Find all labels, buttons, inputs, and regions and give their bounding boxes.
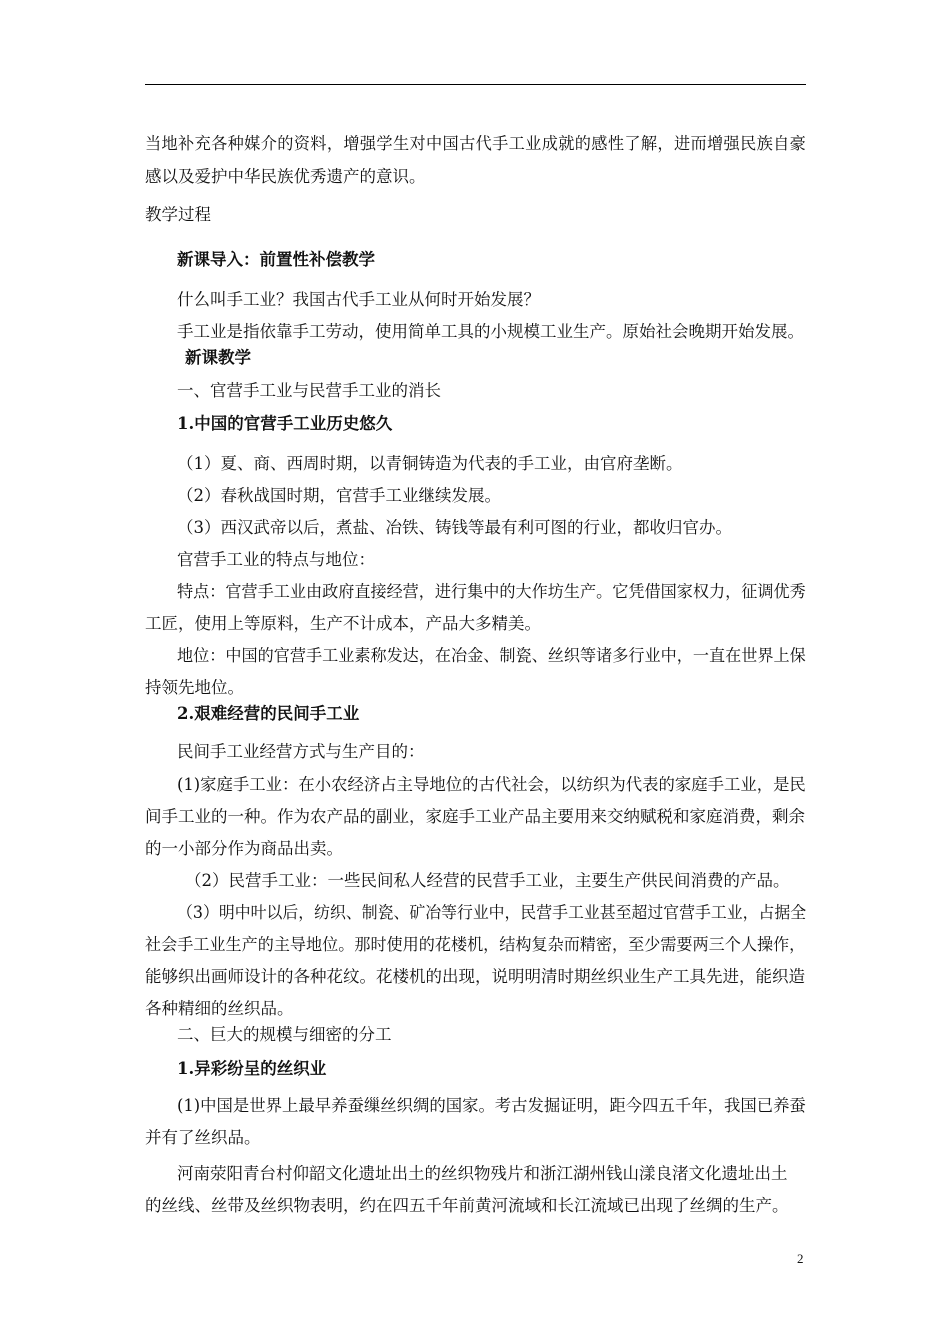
text-line: 感以及爱护中华民族优秀遗产的意识。 (145, 167, 426, 186)
header-rule (145, 84, 806, 85)
text-line: （3）明中叶以后，纺织、制瓷、矿冶等行业中，民营手工业甚至超过官营手工业，占据全 (177, 903, 807, 922)
text-line: 民间手工业经营方式与生产目的： (177, 742, 425, 761)
section-heading: 1.中国的官营手工业历史悠久 (177, 414, 393, 433)
text-line: 的丝线、丝带及丝织物表明，约在四五千年前黄河流域和长江流域已出现了丝绸的生产。 (145, 1196, 789, 1215)
text-line: 并有了丝织品。 (145, 1128, 261, 1147)
text-line: （1）夏、商、西周时期，以青铜铸造为代表的手工业，由官府垄断。 (177, 454, 683, 473)
section-heading: 新课教学 (185, 348, 251, 367)
text-line: 河南荥阳青台村仰韶文化遗址出土的丝织物残片和浙江湖州钱山漾良渚文化遗址出土 (177, 1164, 788, 1183)
text-line: 持领先地位。 (145, 678, 244, 697)
section-heading: 1.异彩纷呈的丝织业 (177, 1059, 327, 1078)
text-line: （2）民营手工业：一些民间私人经营的民营手工业，主要生产供民间消费的产品。 (185, 871, 790, 890)
text-line: （3）西汉武帝以后，煮盐、冶铁、铸钱等最有利可图的行业，都收归官办。 (177, 518, 732, 537)
text-line: 各种精细的丝织品。 (145, 999, 294, 1018)
text-line: 官营手工业的特点与地位： (177, 550, 375, 569)
text-line: 手工业是指依靠手工劳动，使用简单工具的小规模工业生产。原始社会晚期开始发展。 (177, 322, 804, 341)
text-line: 一、官营手工业与民营手工业的消长 (177, 381, 441, 400)
text-line: 工匠，使用上等原料，生产不计成本，产品大多精美。 (145, 614, 541, 633)
section-heading: 新课导入：前置性补偿教学 (177, 250, 375, 269)
text-line: (1)家庭手工业：在小农经济占主导地位的古代社会，以纺织为代表的家庭手工业，是民 (177, 775, 806, 794)
text-line: 什么叫手工业？我国古代手工业从何时开始发展？ (177, 290, 540, 309)
text-line: 特点：官营手工业由政府直接经营，进行集中的大作坊生产。它凭借国家权力，征调优秀 (177, 582, 806, 601)
text-line: 地位：中国的官营手工业素称发达，在冶金、制瓷、丝织等诸多行业中，一直在世界上保 (177, 646, 806, 665)
text-line: 的一小部分作为商品出卖。 (145, 839, 343, 858)
text-line: （2）春秋战国时期，官营手工业继续发展。 (177, 486, 501, 505)
page-number: 2 (797, 1251, 804, 1266)
text-line: 能够织出画师设计的各种花纹。花楼机的出现，说明明清时期丝织业生产工具先进，能织造 (145, 967, 805, 986)
text-line: 社会手工业生产的主导地位。那时使用的花楼机，结构复杂而精密，至少需要两三个人操作， (145, 935, 806, 954)
text-line: 当地补充各种媒介的资料，增强学生对中国古代手工业成就的感性了解，进而增强民族自豪 (145, 134, 807, 153)
text-line: 二、巨大的规模与细密的分工 (177, 1025, 392, 1044)
text-line: (1)中国是世界上最早养蚕缫丝织绸的国家。考古发掘证明，距今四五千年，我国已养蚕 (177, 1096, 806, 1115)
text-line: 教学过程 (145, 205, 211, 224)
section-heading: 2.艰难经营的民间手工业 (177, 704, 360, 723)
text-line: 间手工业的一种。作为农产品的副业，家庭手工业产品主要用来交纳赋税和家庭消费，剩余 (145, 807, 805, 826)
